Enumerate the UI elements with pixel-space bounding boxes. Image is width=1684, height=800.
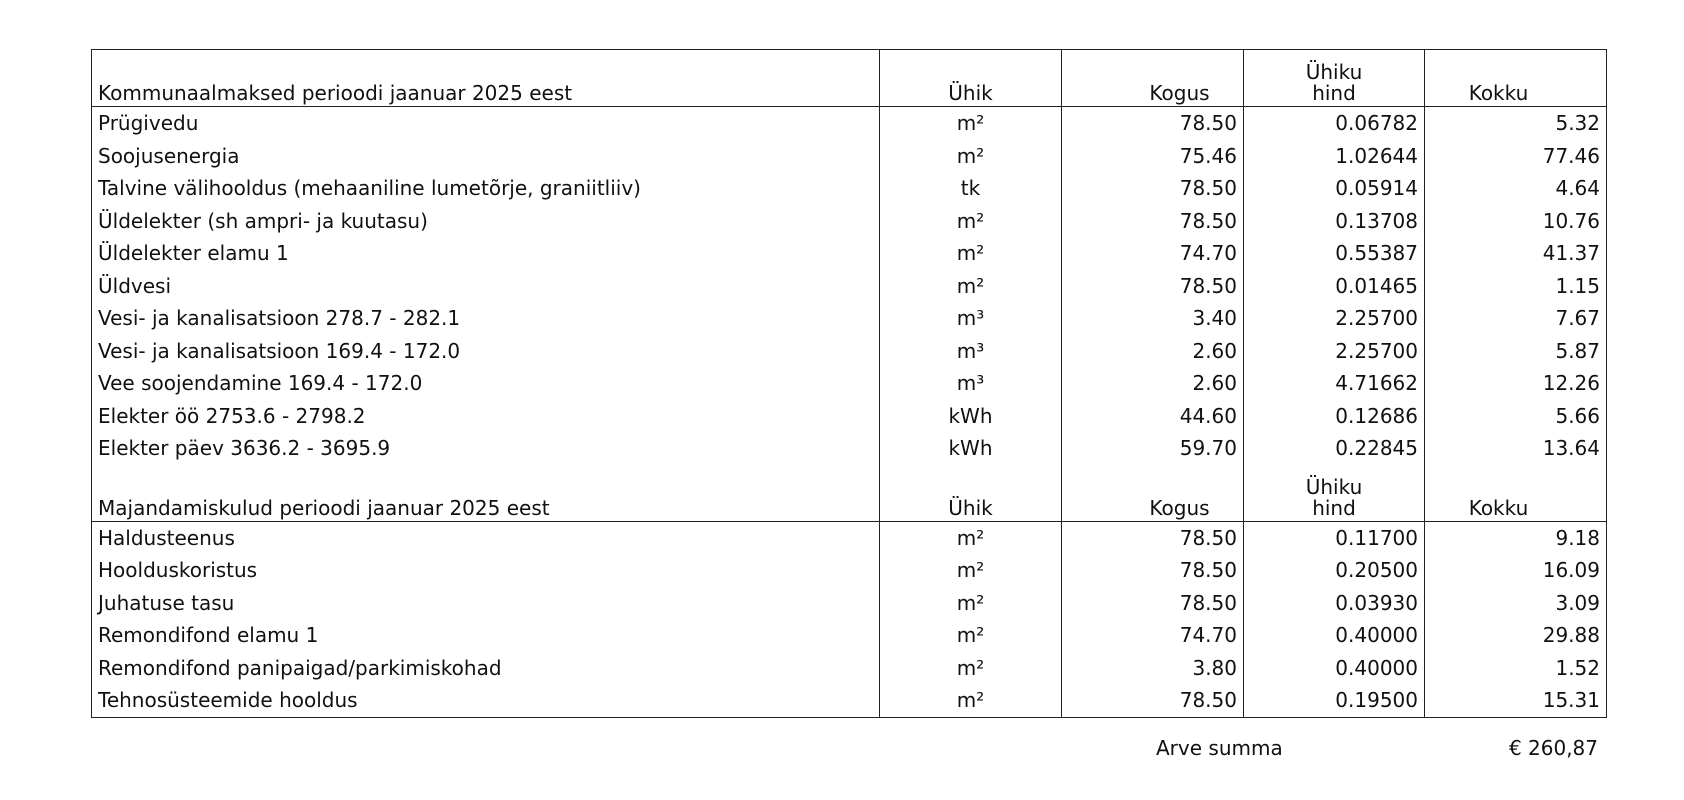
column-header-unit-price: [1244, 50, 1425, 107]
item-total: 13.64: [1425, 432, 1607, 465]
item-name: Vesi- ja kanalisatsioon 169.4 - 172.0: [98, 338, 461, 363]
item-quantity: 78.50: [1062, 107, 1244, 140]
item-name: Talvine välihooldus (mehaaniline lumetõrje, graniitliiv): [98, 176, 641, 201]
table-row: [92, 367, 1607, 400]
item-name: Üldelekter (sh ampri- ja kuutasu): [98, 208, 428, 233]
item-unit-price: 0.03930: [1244, 587, 1425, 620]
item-unit-price: 0.13708: [1244, 205, 1425, 238]
item-total: 16.09: [1425, 554, 1607, 587]
item-unit-price: 0.40000: [1244, 619, 1425, 652]
item-name: Tehnosüsteemide hooldus: [92, 684, 880, 717]
item-unit: m²: [880, 237, 1062, 270]
item-total: 5.32: [1425, 107, 1607, 140]
item-quantity: 2.60: [1062, 335, 1244, 368]
item-total: 7.67: [1425, 302, 1607, 335]
column-header-unit-price-line1: Ühiku: [1305, 474, 1363, 499]
table-row: [92, 587, 1607, 620]
item-unit-price: 0.19500: [1244, 684, 1425, 717]
column-header-total: Kokku: [1425, 465, 1607, 522]
table-row: [92, 205, 1607, 238]
item-quantity: 3.40: [1062, 302, 1244, 335]
item-name: Elekter öö 2753.6 - 2798.2: [98, 403, 366, 428]
table-row: [92, 554, 1607, 587]
item-total: 3.09: [1425, 587, 1607, 620]
item-quantity: 75.46: [1062, 140, 1244, 173]
item-total: 9.18: [1425, 521, 1607, 554]
table-row: [92, 335, 1607, 368]
item-total: 1.15: [1425, 270, 1607, 303]
item-unit: m³: [880, 302, 1062, 335]
invoice-table: [91, 49, 1607, 718]
item-total: 5.66: [1425, 400, 1607, 433]
item-unit: m²: [880, 587, 1062, 620]
item-quantity: 59.70: [1062, 432, 1244, 465]
column-header-unit-price: [1244, 465, 1425, 522]
item-quantity: 74.70: [1062, 237, 1244, 270]
item-unit-price: 1.02644: [1244, 140, 1425, 173]
item-total: 5.87: [1425, 335, 1607, 368]
item-unit: m²: [880, 521, 1062, 554]
column-header-unit: Ühik: [880, 50, 1062, 107]
item-name: Prügivedu: [98, 111, 199, 136]
item-unit: m²: [880, 107, 1062, 140]
item-quantity: 74.70: [1062, 619, 1244, 652]
item-unit: m²: [880, 554, 1062, 587]
item-name: Elekter päev 3636.2 - 3695.9: [98, 436, 391, 461]
item-total: 10.76: [1425, 205, 1607, 238]
item-quantity: 2.60: [1062, 367, 1244, 400]
item-unit-price: 4.71662: [1244, 367, 1425, 400]
item-name: Soojusenergia: [98, 143, 240, 168]
item-name: Üldelekter elamu 1: [98, 241, 289, 266]
table-row: [92, 521, 1607, 554]
item-total: 4.64: [1425, 172, 1607, 205]
item-name: Üldvesi: [98, 273, 172, 298]
invoice-total-label: Arve summa: [1156, 736, 1283, 760]
item-unit-price: 0.22845: [1244, 432, 1425, 465]
item-name: Juhatuse tasu: [98, 590, 235, 615]
item-unit: kWh: [880, 432, 1062, 465]
item-total: 77.46: [1425, 140, 1607, 173]
invoice-summary: [0, 736, 1684, 768]
column-header-unit-price-line1: Ühiku: [1305, 60, 1363, 84]
table-row: [92, 652, 1607, 685]
item-unit-price: 0.11700: [1244, 521, 1425, 554]
column-header-unit-price-line2: hind: [1312, 81, 1356, 105]
item-total: 15.31: [1425, 684, 1607, 717]
item-unit: m³: [880, 367, 1062, 400]
item-total: 41.37: [1425, 237, 1607, 270]
invoice-sheet: [91, 49, 1606, 718]
section-header-row: [92, 465, 1607, 522]
item-quantity: 78.50: [1062, 172, 1244, 205]
item-unit-price: 0.55387: [1244, 237, 1425, 270]
item-quantity: 3.80: [1062, 652, 1244, 685]
item-name: Remondifond panipaigad/parkimiskohad: [98, 655, 502, 680]
table-row: [92, 107, 1607, 140]
table-row: [92, 684, 1607, 717]
item-unit-price: 0.05914: [1244, 172, 1425, 205]
item-unit: m²: [880, 652, 1062, 685]
item-quantity: 78.50: [1062, 205, 1244, 238]
table-row: [92, 172, 1607, 205]
item-unit-price: 0.20500: [1244, 554, 1425, 587]
table-row: [92, 302, 1607, 335]
table-row: [92, 400, 1607, 433]
column-header-quantity: Kogus: [1062, 50, 1244, 107]
section-title: Kommunaalmaksed perioodi jaanuar 2025 eest: [92, 50, 880, 107]
table-row: [92, 619, 1607, 652]
item-quantity: 44.60: [1062, 400, 1244, 433]
item-unit: m²: [880, 205, 1062, 238]
item-name: Haldusteenus: [98, 525, 235, 550]
item-name: Vee soojendamine 169.4 - 172.0: [98, 371, 423, 396]
item-name: Remondifond elamu 1: [98, 623, 319, 648]
table-row: [92, 237, 1607, 270]
item-unit: kWh: [880, 400, 1062, 433]
item-unit: tk: [880, 172, 1062, 205]
table-row: [92, 432, 1607, 465]
item-unit: m³: [880, 335, 1062, 368]
item-unit-price: 0.06782: [1244, 107, 1425, 140]
invoice-total-value: € 260,87: [1508, 736, 1598, 760]
item-unit-price: 0.12686: [1244, 400, 1425, 433]
item-unit: m²: [880, 270, 1062, 303]
item-unit-price: 0.01465: [1244, 270, 1425, 303]
item-total: 12.26: [1425, 367, 1607, 400]
item-total: 1.52: [1425, 652, 1607, 685]
item-quantity: 78.50: [1062, 684, 1244, 717]
item-unit: m²: [880, 140, 1062, 173]
item-quantity: 78.50: [1062, 554, 1244, 587]
item-total: 29.88: [1425, 619, 1607, 652]
column-header-unit-price-line2: hind: [1312, 495, 1356, 520]
section-header-row: [92, 50, 1607, 107]
section-title: Majandamiskulud perioodi jaanuar 2025 eest: [92, 465, 880, 522]
table-row: [92, 140, 1607, 173]
item-unit-price: 2.25700: [1244, 302, 1425, 335]
item-name: Vesi- ja kanalisatsioon 278.7 - 282.1: [98, 306, 461, 331]
item-unit-price: 0.40000: [1244, 652, 1425, 685]
item-name: Hoolduskoristus: [98, 558, 258, 583]
column-header-quantity: Kogus: [1062, 465, 1244, 522]
column-header-total: Kokku: [1425, 50, 1607, 107]
item-quantity: 78.50: [1062, 587, 1244, 620]
item-quantity: 78.50: [1062, 521, 1244, 554]
item-quantity: 78.50: [1062, 270, 1244, 303]
table-row: [92, 270, 1607, 303]
column-header-unit: Ühik: [880, 465, 1062, 522]
item-unit: m²: [880, 619, 1062, 652]
item-unit-price: 2.25700: [1244, 335, 1425, 368]
item-unit: m²: [880, 684, 1062, 717]
